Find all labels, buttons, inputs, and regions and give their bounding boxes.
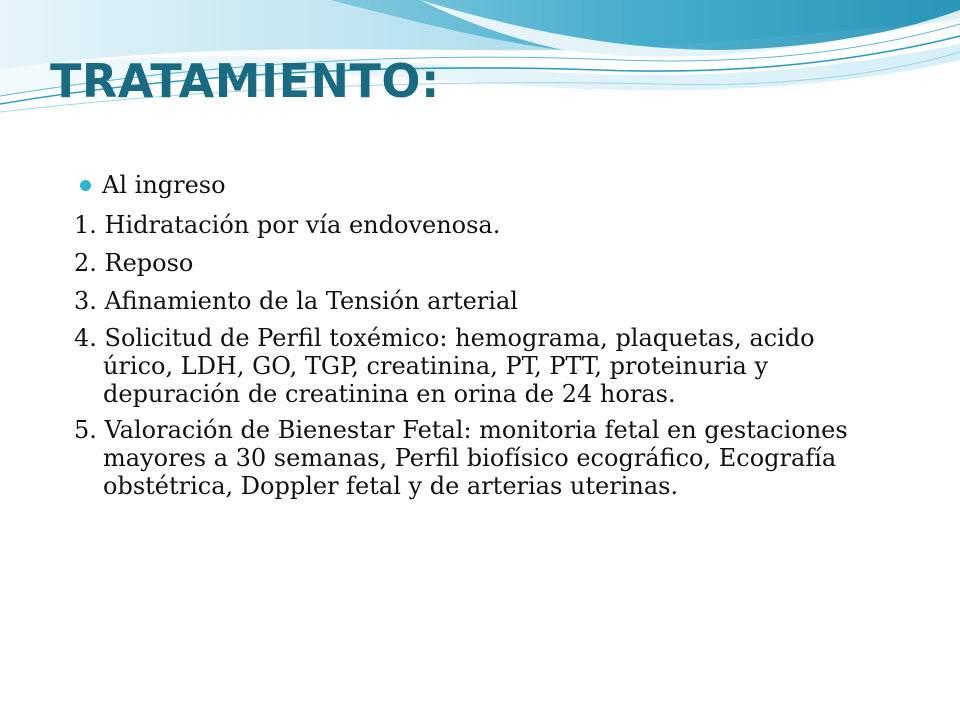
list-item: 1. Hidratación por vía endovenosa. (74, 211, 501, 239)
list-item: 2. Reposo (74, 249, 194, 277)
list-item: 4. Solicitud de Perfil toxémico: hemograma, plaquetas, acido úrico, LDH, GO, TGP, creatinina, PT, PTT, proteinuria y depuración de creatinina en orina de 24 horas. (74, 324, 815, 408)
bullet-text: Al ingreso (102, 171, 226, 199)
bullet-item (74, 170, 864, 200)
list-item: 3. Afinamiento de la Tensión arterial (74, 287, 518, 315)
list-item: 5. Valoración de Bienestar Fetal: monitoria fetal en gestaciones mayores a 30 semanas, Perfil biofísico ecográfico, Ecografía obstétrica, Doppler fetal y de arterias uterinas. (74, 416, 848, 500)
slide-body (74, 170, 864, 508)
bullet-dot-icon (80, 180, 91, 191)
slide-title: TRATAMIENTO: (50, 54, 440, 108)
